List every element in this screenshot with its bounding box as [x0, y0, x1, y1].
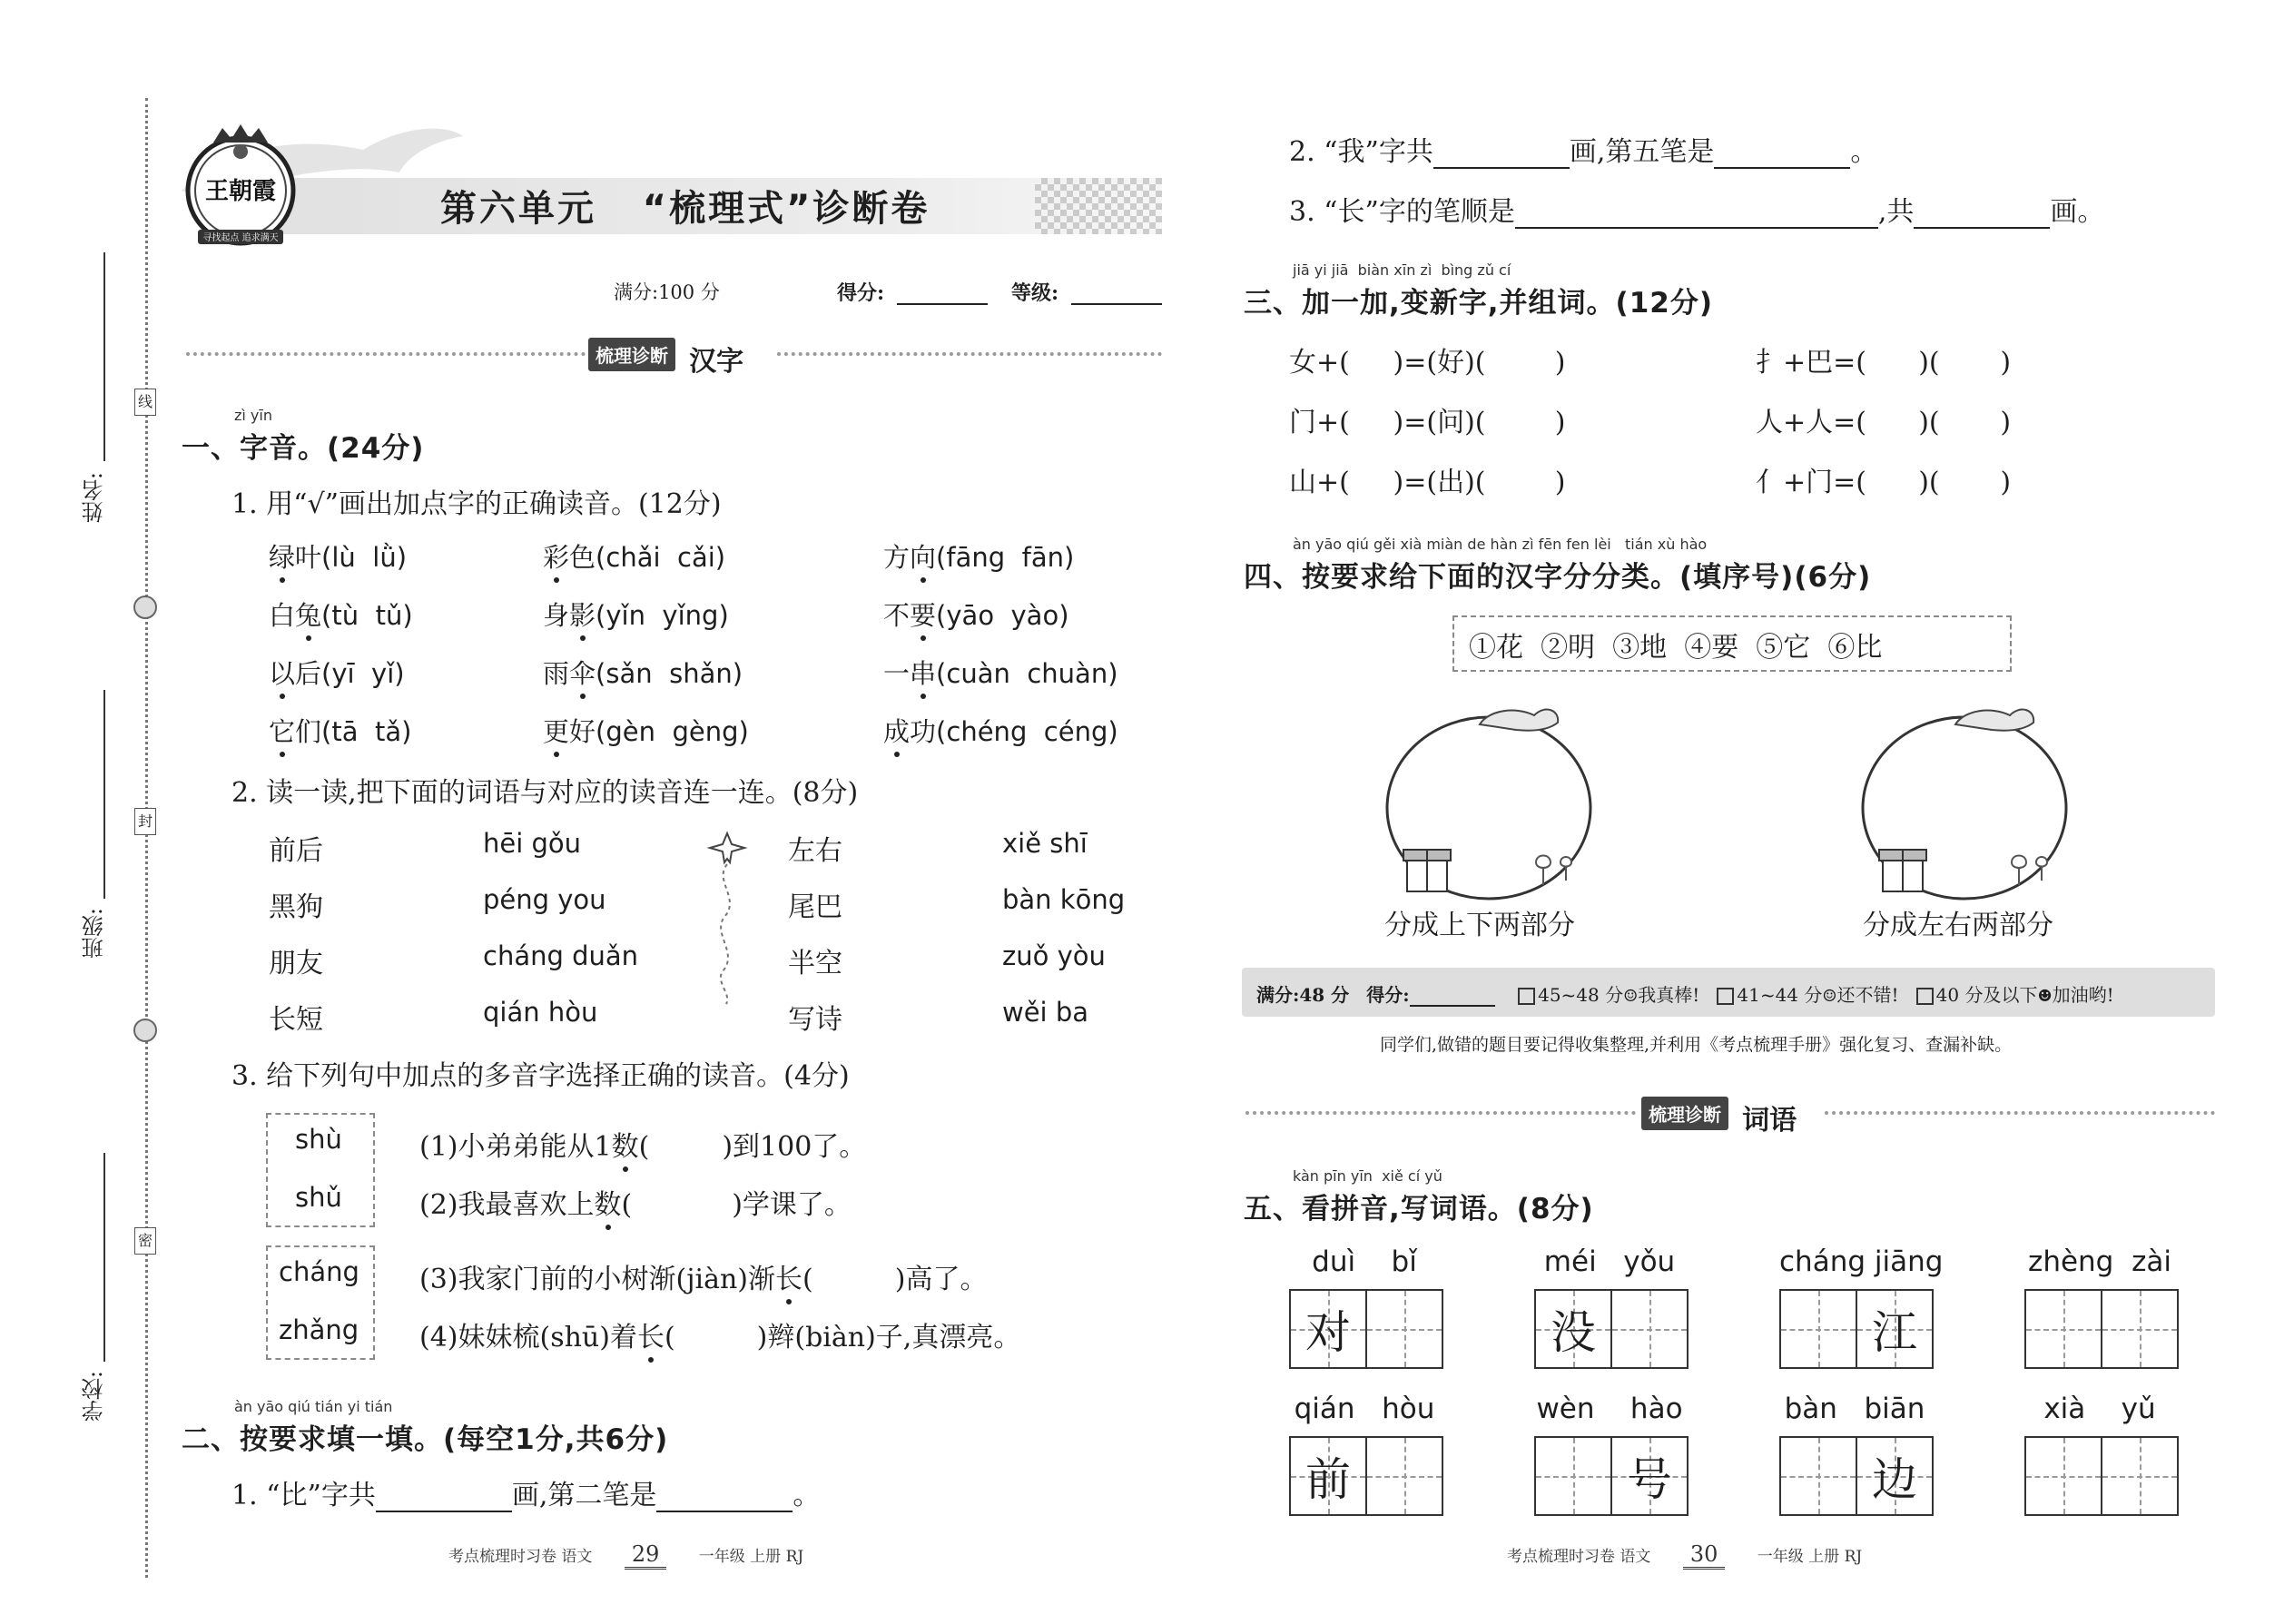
word-grid[interactable]: [2024, 1289, 2179, 1369]
page-title: 第六单元 “梳理式”诊断卷: [440, 188, 930, 230]
q2-pinyin[interactable]: péng you: [483, 884, 606, 915]
smile-icon: ☺: [1822, 987, 1837, 1006]
s3-row: 扌+巴=( )( ): [1756, 347, 2012, 379]
s4-caption: 分成上下两部分: [1384, 910, 1575, 941]
s1-q3: 3. 给下列句中加点的多音字选择正确的读音。(4分): [231, 1060, 850, 1092]
q2-word[interactable]: 长短: [269, 1004, 323, 1036]
class-field[interactable]: [103, 690, 105, 899]
word-pinyin: méi yǒu: [1543, 1245, 1676, 1278]
q2-word[interactable]: 朋友: [269, 948, 323, 979]
word-grid[interactable]: [2024, 1436, 2179, 1516]
level-label: 等级:: [1011, 281, 1059, 305]
q2-pinyin[interactable]: xiě shī: [1002, 828, 1088, 859]
smile-icon: ☺: [1623, 987, 1639, 1006]
checkbox[interactable]: [1916, 988, 1934, 1005]
blank-field[interactable]: [1433, 167, 1570, 169]
q1-item: 身影(yǐn yǐng): [543, 595, 729, 633]
divider-line: [186, 352, 586, 356]
checkbox[interactable]: [1717, 988, 1734, 1005]
q3-sentence: (4)妹妹梳(shū)着长( )辫(biàn)子,真漂亮。: [419, 1314, 1020, 1354]
s4-chars: ①花 ②明 ③地 ④要 ⑤它 ⑥比: [1469, 632, 1883, 664]
banner-checker: [1035, 178, 1162, 234]
s2-title: 二、按要求填一填。(每空1分,共6分): [182, 1423, 669, 1456]
word-grid[interactable]: 号: [1534, 1436, 1689, 1516]
q3-sentence: (1)小弟弟能从1数( )到100了。: [419, 1124, 866, 1164]
q2-pinyin[interactable]: qián hòu: [483, 997, 598, 1028]
s3-row: 门+( )=(问)( ): [1289, 407, 1566, 438]
word-pinyin: cháng jiāng: [1779, 1245, 1944, 1278]
score-label: 得分:: [837, 281, 885, 305]
svg-text:王朝霞: 王朝霞: [204, 178, 277, 205]
checkbox[interactable]: [1518, 988, 1535, 1005]
level-field[interactable]: [1071, 303, 1162, 305]
q2-word[interactable]: 黑狗: [269, 891, 323, 923]
q1-item: 一串(cuàn chuàn): [883, 654, 1118, 691]
s2-q3: 3. “长”字的笔顺是 ,共 画。: [1289, 196, 2105, 228]
word-pinyin: zhèng zài: [2028, 1245, 2171, 1278]
q2-pinyin[interactable]: zuǒ yòu: [1002, 940, 1106, 971]
word-grid[interactable]: 没: [1534, 1289, 1689, 1369]
review-note: 同学们,做错的题目要记得收集整理,并利用《考点梳理手册》强化复习、查漏补缺。: [1380, 1035, 2013, 1055]
s3-pinyin: jiā yi jiā biàn xīn zì bìng zǔ cí: [1293, 261, 1511, 279]
word-pinyin: xià yǔ: [2043, 1393, 2156, 1425]
word-pinyin: duì bǐ: [1312, 1245, 1417, 1278]
q3-option[interactable]: shù: [295, 1124, 342, 1155]
s1-pinyin: zì yīn: [234, 407, 272, 424]
score-field[interactable]: [897, 303, 988, 305]
blank-field[interactable]: [1914, 227, 2050, 229]
word-grid[interactable]: 边: [1779, 1436, 1934, 1516]
blank-field[interactable]: [656, 1511, 793, 1512]
q1-item: 不要(yāo yào): [883, 595, 1069, 633]
q2-pinyin[interactable]: bàn kōng: [1002, 884, 1126, 915]
q1-item: 彩色(chǎi cǎi): [543, 537, 725, 575]
punch-hole-icon: [133, 1019, 157, 1042]
s3-title: 三、加一加,变新字,并组词。(12分): [1244, 287, 1714, 320]
q2-word[interactable]: 前后: [269, 835, 323, 867]
s2-q1: 1. “比”字共 画,第二笔是 。: [231, 1480, 821, 1511]
word-grid[interactable]: 前: [1289, 1436, 1443, 1516]
footer-left: 考点梳理时习卷 语文 29 一年级 上册 RJ: [448, 1541, 803, 1570]
q2-pinyin[interactable]: hēi gǒu: [483, 828, 582, 859]
q1-item: 以后(yī yǐ): [269, 654, 405, 691]
word-pinyin: qián hòu: [1294, 1393, 1435, 1425]
s4-pinyin: àn yāo qiú gěi xià miàn de hàn zì fēn fen lèi tián xù hào: [1293, 536, 1708, 553]
face-icon: ☻: [2037, 987, 2053, 1006]
s5-pinyin: kàn pīn yīn xiě cí yǔ: [1293, 1167, 1442, 1185]
q1-item: 方向(fāng fān): [883, 537, 1074, 575]
sidebar-mark-2: 封: [134, 808, 156, 835]
s3-row: 女+( )=(好)( ): [1289, 347, 1566, 379]
q1-item: 它们(tā tǎ): [269, 712, 411, 749]
name-label: 姓名:: [82, 472, 107, 524]
blank-field[interactable]: [376, 1511, 512, 1512]
q3-sentence: (3)我家门前的小树渐(jiàn)渐长( )高了。: [419, 1256, 987, 1296]
q2-word[interactable]: 写诗: [788, 1004, 842, 1036]
cloud-bubble-left: [1380, 690, 1616, 908]
school-field[interactable]: [103, 1153, 105, 1362]
page-number: 30: [1683, 1541, 1726, 1570]
q3-option[interactable]: zhǎng: [279, 1314, 359, 1345]
s2-q2: 2. “我”字共 画,第五笔是 。: [1289, 136, 1878, 168]
q3-option[interactable]: shǔ: [295, 1182, 342, 1213]
divider-line: [1825, 1111, 2215, 1115]
q2-pinyin[interactable]: cháng duǎn: [483, 940, 639, 971]
q3-sentence: (2)我最喜欢上数( )学课了。: [419, 1182, 852, 1222]
blank-field[interactable]: [1515, 227, 1878, 229]
q1-item: 绿叶(lù lǜ): [269, 537, 407, 575]
class-label: 班级:: [82, 908, 107, 960]
s2-pinyin: àn yāo qiú tián yi tián: [234, 1398, 393, 1415]
name-field[interactable]: [103, 252, 105, 461]
svg-text:寻找起点 追求满天: 寻找起点 追求满天: [202, 233, 279, 243]
school-label: 学校:: [82, 1371, 107, 1422]
divider-line: [1245, 1111, 1636, 1115]
section-tag-ciyu: 梳理诊断 词语: [1641, 1097, 1797, 1137]
q3-option[interactable]: cháng: [279, 1256, 359, 1287]
page-number: 29: [625, 1541, 667, 1570]
airplane-icon: [704, 826, 750, 1008]
s1-q2: 2. 读一读,把下面的词语与对应的读音连一连。(8分): [231, 777, 859, 809]
q1-item: 白兔(tù tǔ): [269, 595, 413, 633]
word-grid[interactable]: 对: [1289, 1289, 1443, 1369]
s3-row: 山+( )=(出)( ): [1289, 467, 1566, 498]
brand-logo: [182, 123, 300, 250]
punch-hole-icon: [133, 595, 157, 619]
score-bar-content: 满分:48 分 得分: 45~48 分☺我真棒! 41~44 分☺还不错! 40 分及以下☻加油哟!: [1256, 984, 2114, 1006]
s1-q1: 1. 用“√”画出加点字的正确读音。(12分): [231, 488, 722, 520]
q2-word[interactable]: 左右: [788, 835, 842, 867]
score-field[interactable]: [1410, 1005, 1495, 1007]
q2-word[interactable]: 尾巴: [788, 891, 842, 923]
full-score: 满分:100 分: [614, 281, 720, 303]
word-grid[interactable]: 江: [1779, 1289, 1934, 1369]
footer-right: 考点梳理时习卷 语文 30 一年级 上册 RJ: [1507, 1541, 1862, 1570]
s3-row: 亻+门=( )( ): [1756, 467, 2012, 498]
section-tag-hanzi: 梳理诊断 汉字: [588, 338, 743, 379]
q1-item: 雨伞(sǎn shǎn): [543, 654, 743, 691]
s3-row: 人+人=( )( ): [1756, 407, 2012, 438]
q2-word[interactable]: 半空: [788, 948, 842, 979]
sidebar-mark-3: 密: [134, 1227, 156, 1255]
word-pinyin: wèn hào: [1536, 1393, 1683, 1425]
q1-item: 成功(chéng céng): [883, 712, 1118, 749]
q1-item: 更好(gèn gèng): [543, 712, 749, 749]
s4-title: 四、按要求给下面的汉字分分类。(填序号)(6分): [1244, 561, 1872, 594]
cloud-bubble-right: [1856, 690, 2092, 908]
s4-caption: 分成左右两部分: [1863, 910, 2053, 941]
sidebar-mark-1: 线: [134, 389, 156, 416]
divider-line: [777, 352, 1162, 356]
s5-title: 五、看拼音,写词语。(8分): [1244, 1193, 1594, 1225]
q2-pinyin[interactable]: wěi ba: [1002, 997, 1089, 1028]
blank-field[interactable]: [1714, 167, 1850, 169]
word-pinyin: bàn biān: [1784, 1393, 1925, 1425]
binding-line: [145, 98, 148, 1578]
s1-title: 一、字音。(24分): [182, 432, 425, 465]
